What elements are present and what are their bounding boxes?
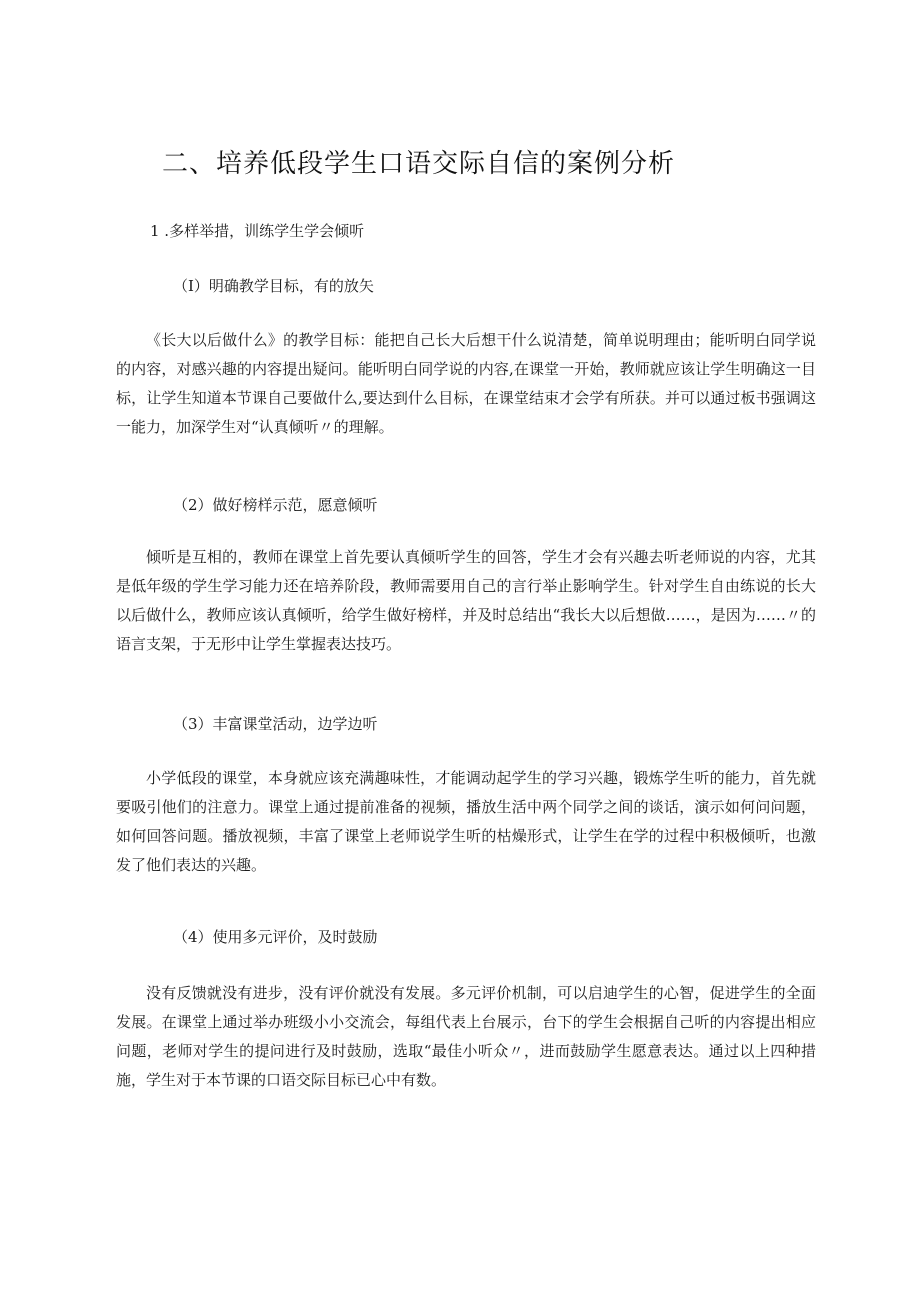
subsection-heading-2: （2）做好榜样示范，愿意倾听 — [173, 496, 378, 514]
paragraph-4: 没有反馈就没有进步，没有评价就没有发展。多元评价机制，可以启迪学生的心智，促进学生的全面发展。在课堂上通过举办班级小小交流会，每组代表上台展示，台下的学生会根据自己听的内容提出相应问题，老师对学生的提问进行及时鼓励，选取“最佳小听众〃，进而鼓励学生愿意表达。通过以上四种措施，学生对于本节课的口语交际目标已心中有数。 — [116, 984, 816, 1089]
section-heading-1: 1 .多样举措，训练学生学会倾听 — [150, 222, 365, 240]
page-title: 二、培养低段学生口语交际自信的案例分析 — [162, 149, 676, 179]
paragraph-2: 倾听是互相的，教师在课堂上首先要认真倾听学生的回答，学生才会有兴趣去听老师说的内容，尤其是低年级的学生学习能力还在培养阶段，教师需要用自己的言行举止影响学生。针对学生自由练说的长大以后做什么，教师应该认真倾听，给学生做好榜样，并及时总结出“我长大以后想做……，是因为……〃的语言支架，于无形中让学生掌握表达技巧。 — [116, 548, 816, 653]
paragraph-3: 小学低段的课堂，本身就应该充满趣味性，才能调动起学生的学习兴趣，锻炼学生听的能力，首先就要吸引他们的注意力。课堂上通过提前准备的视频，播放生活中两个同学之间的谈话，演示如何问问题，如何回答问题。播放视频，丰富了课堂上老师说学生听的枯燥形式，让学生在学的过程中积极倾听，也激发了他们表达的兴趣。 — [116, 769, 816, 874]
subsection-heading-1: （I）明确教学目标，有的放矢 — [173, 277, 374, 295]
subsection-heading-3: （3）丰富课堂活动，边学边听 — [173, 715, 378, 733]
paragraph-1: 《长大以后做什么》的教学目标：能把自己长大后想干什么说清楚，简单说明理由；能听明白同学说的内容，对感兴趣的内容提出疑问。能听明白同学说的内容,在课堂一开始，教师就应该让学生明确这一目标，让学生知道本节课自己要做什么,要达到什么目标，在课堂结束才会学有所获。并可以通过板书强调这一能力，加深学生对“认真倾听〃的理解。 — [116, 331, 816, 436]
subsection-heading-4: （4）使用多元评价，及时鼓励 — [173, 928, 378, 946]
